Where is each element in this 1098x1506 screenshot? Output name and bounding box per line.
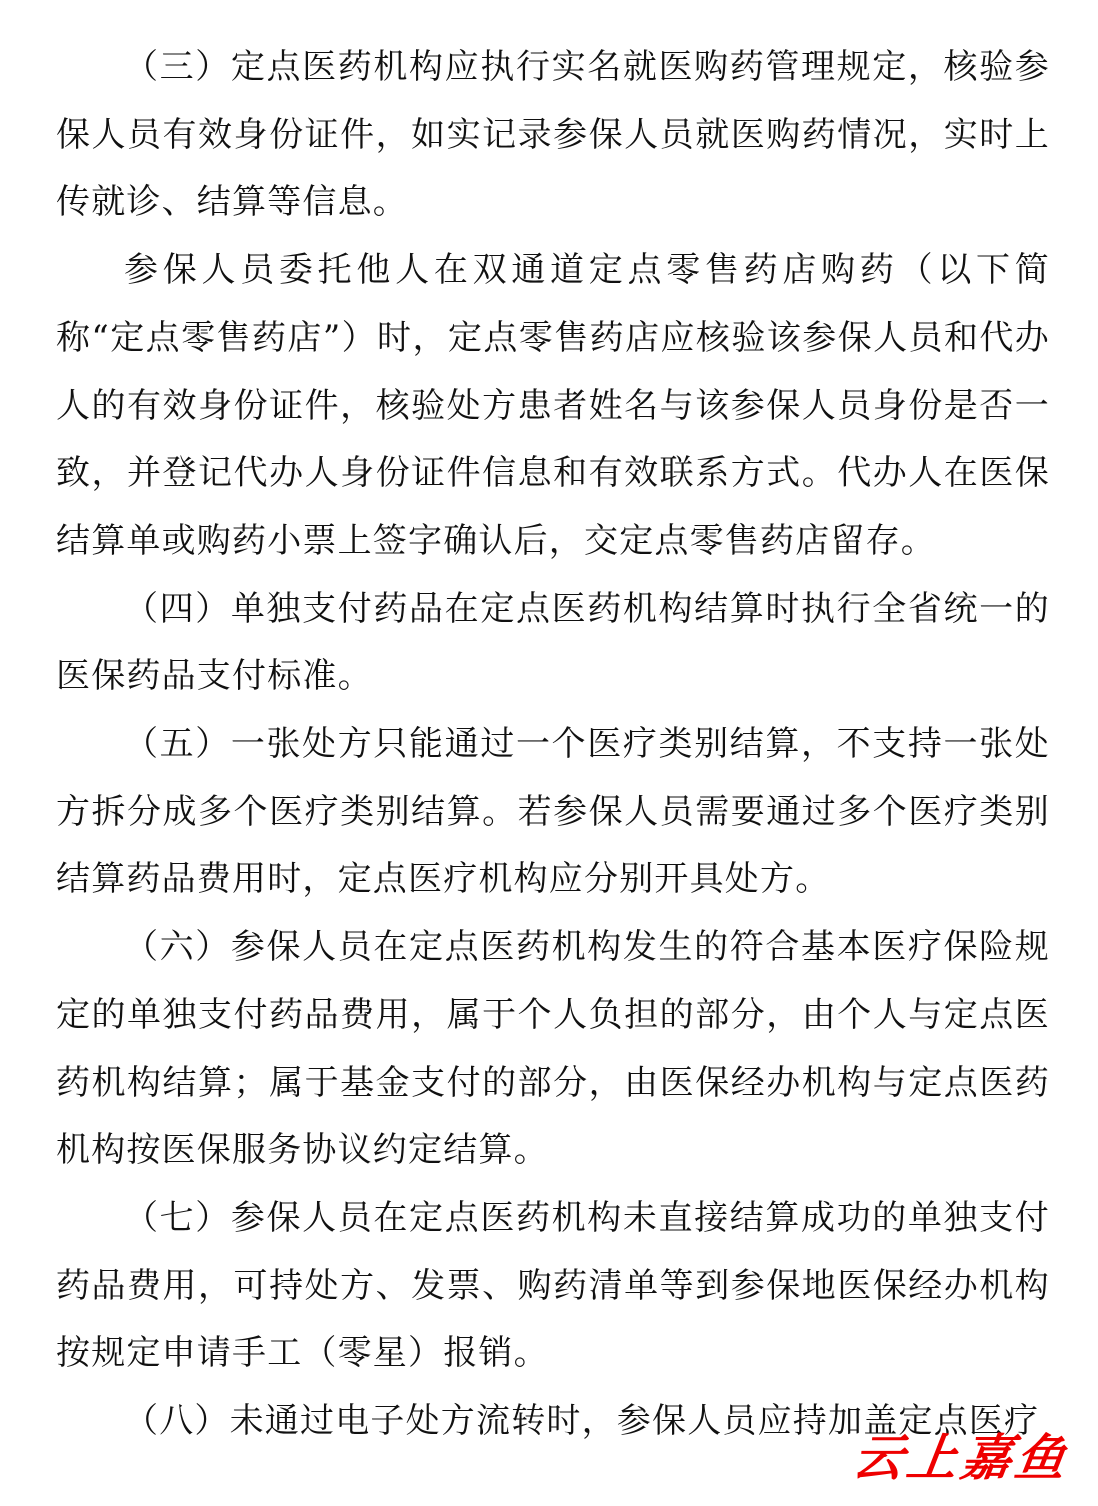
paragraph-4: （四）单独支付药品在定点医药机构结算时执行全省统一的医保药品支付标准。 xyxy=(56,588,1050,697)
paragraph-8: （八）未通过电子处方流转时，参保人员应持加盖定点医疗 xyxy=(124,1401,1040,1442)
paragraph-7: （七）参保人员在定点医药机构未直接结算成功的单独支付药品费用，可持处方、发票、购药清单等到参保地医保经办机构按规定申请手工（零星）报销。 xyxy=(56,1197,1050,1374)
paragraph-proxy-purchase: 参保人员委托他人在双通道定点零售药店购药（以下简称“定点零售药店”）时，定点零售药店应核验该参保人员和代办人的有效身份证件，核验处方患者姓名与该参保人员身份是否一致，并登记代办人身份证件信息和有效联系方式。代办人在医保结算单或购药小票上签字确认后，交定点零售药店留存。 xyxy=(56,250,1050,561)
paragraph-5: （五）一张处方只能通过一个医疗类别结算，不支持一张处方拆分成多个医疗类别结算。若参保人员需要通过多个医疗类别结算药品费用时，定点医疗机构应分别开具处方。 xyxy=(56,724,1050,900)
paragraph-3: （三）定点医药机构应执行实名就医购药管理规定，核验参保人员有效身份证件，如实记录参保人员就医购药情况，实时上传就诊、结算等信息。 xyxy=(56,47,1050,223)
watermark-logo: 云上嘉鱼 xyxy=(849,1428,1074,1487)
document-body xyxy=(56,34,1050,1456)
paragraph-6: （六）参保人员在定点医药机构发生的符合基本医疗保险规定的单独支付药品费用，属于个人负担的部分，由个人与定点医药机构结算；属于基金支付的部分，由医保经办机构与定点医药机构按医保服务协议约定结算。 xyxy=(56,927,1050,1171)
